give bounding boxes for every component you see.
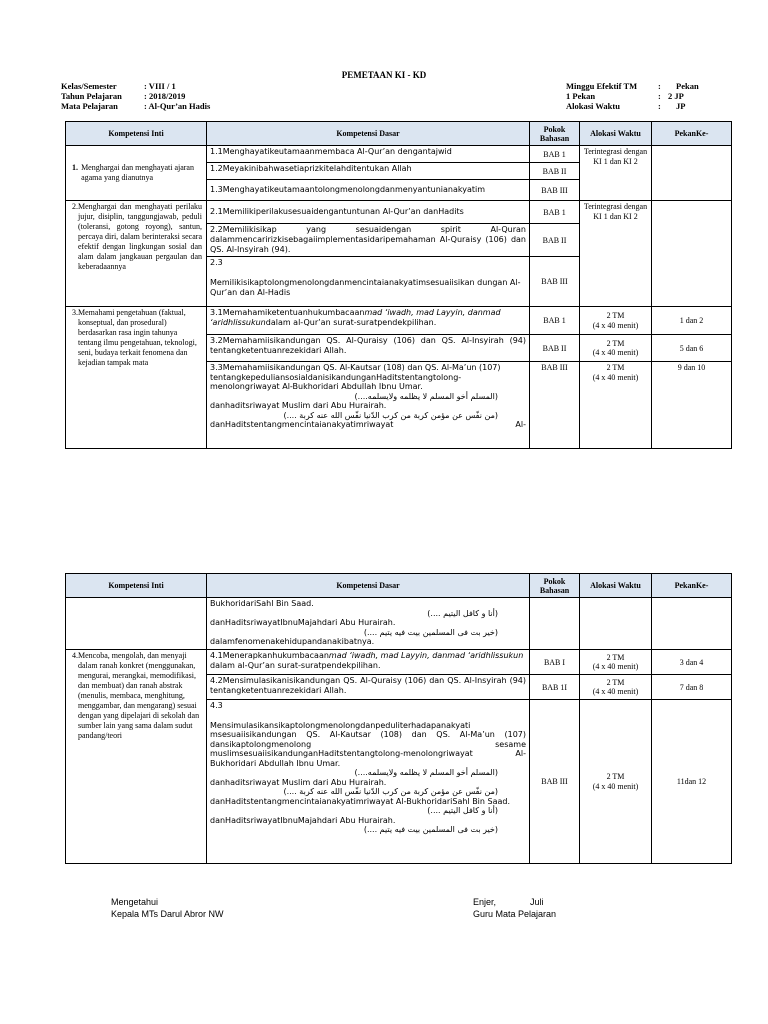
pekan-cell [652,598,732,650]
kd-cell: 1.3Menghayatikeutamaantolongmenolongdanmenyantunianakyatim [207,180,530,201]
kd-text: danHaditsriwayatIbnuMajahdari Abu Hurairah. [210,815,396,825]
kd-cell [207,257,530,307]
kd-italic: danmad ‘aridhlissukun [429,651,524,660]
kd-italic: mad ‘iwadh, mad Layyin, [364,308,466,317]
menit-value: (4 x 40 menit) [592,687,639,696]
kd-text: 4.1Menerapkanhukumbacaan [210,651,329,660]
meta-colon: : [658,91,661,101]
header-alokasi: Alokasi Waktu [580,122,652,146]
kd-text: dalamfenomenakehidupandanakibatnya. [210,637,375,646]
ki-cell [66,201,207,307]
menit-value: (4 x 40 menit) [592,781,639,791]
kd-text: dalam al-Qur’an surat-suratpendekpilihan. [265,318,437,327]
ki-number: 2. [72,202,78,211]
bab-cell [530,598,580,650]
header-pokok: Pokok Bahasan [530,122,580,146]
bab-cell: BAB II [530,163,580,180]
kd-cell [207,307,530,335]
bab-cell: BAB II [530,335,580,362]
arabic-hadith: (خير بت فى المسلمين بيت فيه يتيم ....) [363,825,498,834]
ki-number: 3. [72,308,78,317]
pekan-cell [652,146,732,201]
pekan-cell: 5 dan 6 [652,335,732,362]
kd-text: danHaditstentangmencintaianakyatimriwayat Al- [210,420,526,429]
meta-colon: : [658,81,661,91]
kd-text: dalam al-Qur’an surat-suratpendekpilihan. [210,661,381,670]
arabic-hadith: (خير بت فى المسلمين بيت فيه يتيم ....) [363,627,498,637]
mapping-table-1 [65,121,732,449]
menit-value: (4 x 40 menit) [592,372,639,382]
header-ki: Kompetensi Inti [66,122,207,146]
kd-cell: 2.1Memilikiperilakusesuaidengantuntunan Al-Qur’an danHadits [207,201,530,224]
tm-value: 2 TM [606,363,625,372]
ki-number: 1. [72,163,78,172]
arabic-hadith: (أنا و كافل اليتيم ....) [427,608,498,618]
header-alokasi: Alokasi Waktu [580,574,652,598]
table-row [66,598,732,650]
bab-cell: BAB III [530,362,580,449]
kd-cell [207,598,530,650]
arabic-hadith: (المسلم أخو المسلم لا يظلمه ولايسلمه....) [354,768,498,777]
kd-italic: mad ‘iwadh, mad Layyin, [328,651,430,660]
arabic-hadith: (أنا و كافل اليتيم ....) [427,806,498,815]
pekan-cell: 11dan 12 [652,700,732,864]
alokasi-cell: Terintegrasi dengan KI 1 dan KI 2 [580,201,652,307]
meta-label: Mata Pelajaran [61,101,118,111]
menit-value: (4 x 40 menit) [592,320,639,330]
kd-number: 2.3 [210,258,223,267]
table-header-row [66,122,732,146]
kd-text: Memilikisikaptolongmenolongdanmencintaianakyatimsesuaiisikan dungan Al-Qur’an dan Al-Hadis [210,278,521,297]
meta-colon: : [658,101,661,111]
alokasi-cell [580,598,652,650]
tm-value: 2 TM [606,677,625,687]
signature-left [111,896,224,920]
ki-text: Menghargai dan menghayati perilaku jujur, disiplin, tanggungjawab, peduli (toleransi, gotong royong), santun, percaya diri, dalam berinteraksi secara efektif dengan lingkungan sosial dan alam dalam jangkauan pergaulan dan keberadaannya [78,202,202,271]
signature-title: Kepala MTs Darul Abror NW [111,909,224,919]
ki-cell [66,650,207,864]
alokasi-cell [580,335,652,362]
bab-cell: BAB III [530,700,580,864]
kd-cell [207,362,530,449]
signature-title: Guru Mata Pelajaran [473,909,557,919]
kd-text: BukhoridariSahl Bin Saad. [210,599,314,608]
signature-place: Enjer, [473,897,497,907]
kd-italic: danmad ‘aridhlissukun [210,308,501,327]
alokasi-cell [580,307,652,335]
bab-cell: BAB 1I [530,675,580,700]
table-row [66,201,732,224]
arabic-hadith: (المسلم أخو المسلم لا يظلمه ولايسلمه....) [354,391,498,401]
meta-label: Kelas/Semester [61,81,117,91]
pekan-cell [652,201,732,307]
meta-value: Pekan [676,81,699,91]
alokasi-cell: Terintegrasi dengan KI 1 dan KI 2 [580,146,652,201]
signature-month: Juli [530,897,544,907]
alokasi-cell [580,650,652,675]
bab-cell: BAB I [530,650,580,675]
bab-cell: BAB 1 [530,146,580,163]
table-row [66,307,732,335]
ki-cell [66,598,207,650]
meta-label: Minggu Efektif TM [566,81,638,91]
page-title: PEMETAAN KI - KD [341,70,427,80]
bab-cell: BAB 1 [530,201,580,224]
kd-cell: 2.2Memilikisikap yang sesuaidengan spirit Al-Quran dalammencaririzkisebagaiimplementasidaripemahaman Al-Quraisy (106) dan QS. Al-Insyirah (94). [207,224,530,257]
ki-cell [66,307,207,449]
kd-cell: 4.2Mensimulasikanisikandungan QS. Al-Quraisy (106) dan QS. Al-Insyirah (94) tentangketentuanrezekidari Allah. [207,675,530,700]
signature-right [473,896,556,920]
menit-value: (4 x 40 menit) [592,662,639,671]
kd-text: Mensimulasikansikaptolongmenolongdanpeduliterhadapanakyati msesuaiisikandungan QS. Al-Kautsar (108) dan QS. Al-Ma’un (107) dansikaptolongmenolong sesame muslimsesuaiisikandunganHaditstentangtolong-menolongriwayat Al-Bukhoridari Abdullah Ibnu Umar. [210,720,526,768]
pekan-cell: 3 dan 4 [652,650,732,675]
ki-text: Menghargai dan menghayati ajaran agama yang dianutnya [81,163,194,182]
meta-value: : Al-Qur’an Hadis [144,101,211,111]
pekan-cell: 1 dan 2 [652,307,732,335]
meta-label: 1 Pekan [566,91,596,101]
kd-text: danHaditstentangmencintaianakyatimriwayat Al-BukhoridariSahl Bin Saad. [210,796,511,806]
arabic-hadith: (من نفّس عن مؤمن كربة من كرب الدّنيا نفّس الله عنه كربة ....) [283,410,498,420]
kd-text: danhaditsriwayat Muslim dari Abu Hurairah. [210,401,387,410]
header-kd: Kompetensi Dasar [207,574,530,598]
kd-cell [207,650,530,675]
pekan-cell: 9 dan 10 [652,362,732,449]
kd-text: tentangkepeduliansosialdanisikandunganHaditstentangtolong-menolongriwayat Al-Bukhoridari Abdullah Ibnu Umar. [210,372,462,391]
alokasi-cell [580,700,652,864]
ki-text: Mencoba, mengolah, dan menyaji dalam ranah konkret (menggunakan, mengurai, merangkai, memodifikasi, dan membuat) dan ranah abstrak (menulis, membaca, menghitung, menggambar, dan mengarang) sesuai dengan yang dipelajari di sekolah dan sumber lain yang sama dalam sudut pandang/teori [78,651,200,740]
ki-text: Memahami pengetahuan (faktual, konseptual, dan prosedural) berdasarkan rasa ingin tahunya tentang ilmu pengetahuan, teknologi, seni, budaya terkait fenomena dan kejadian tampak mata [78,308,197,367]
kd-text: danHaditsriwayatIbnuMajahdari Abu Hurairah. [210,618,396,627]
table-header-row [66,574,732,598]
tm-value: 2 TM [606,652,625,662]
table-row [66,146,732,163]
tm-value: 2 TM [606,311,625,320]
alokasi-cell [580,362,652,449]
kd-cell: 1.1Menghayatikeutamaanmembaca Al-Qur’an dengantajwid [207,146,530,163]
meta-value: JP [676,101,686,111]
meta-value: 2 JP [668,91,684,101]
ki-cell [66,146,207,201]
ki-number: 4. [72,651,78,660]
header-pokok: Pokok Bahasan [530,574,580,598]
header-pekan: PekanKe- [652,122,732,146]
left-meta [61,81,210,111]
bab-cell: BAB III [530,257,580,307]
right-meta [566,81,699,111]
meta-value: : VIII / 1 [144,81,176,91]
kd-cell: 1.2Meyakinibahwasetiaprizkitelahditentukan Allah [207,163,530,180]
header-kd: Kompetensi Dasar [207,122,530,146]
kd-text: 3.3Memahamiisikandungan QS. Al-Kautsar (108) dan QS. Al-Ma’un (107) [210,363,501,372]
kd-cell: 3.2Memahamiisikandungan QS. Al-Quraisy (106) dan QS. Al-Insyirah (94) tentangketentuanrezekidari Allah. [207,335,530,362]
pekan-cell: 7 dan 8 [652,675,732,700]
kd-text: 3.1Memahamiketentuanhukumbacaan [210,308,365,317]
signature-label: Mengetahui [111,897,159,907]
arabic-hadith: (من نفّس عن مؤمن كربة من كرب الدّنيا نفّس الله عنه كربة ....) [283,787,498,796]
meta-value: : 2018/2019 [144,91,186,101]
bab-cell: BAB III [530,180,580,201]
bab-cell: BAB 1 [530,307,580,335]
meta-label: Tahun Pelajaran [61,91,122,101]
table-row [66,650,732,675]
header-pekan: PekanKe- [652,574,732,598]
tm-value: 2 TM [606,772,625,781]
kd-number: 4.3 [210,701,223,710]
mapping-table-2 [65,573,732,864]
bab-cell: BAB II [530,224,580,257]
alokasi-cell [580,675,652,700]
kd-text: danhaditsriwayat Muslim dari Abu Hurairah. [210,777,387,787]
meta-label: Alokasi Waktu [566,101,620,111]
header-ki: Kompetensi Inti [66,574,207,598]
tm-value: 2 TM [606,338,625,348]
menit-value: (4 x 40 menit) [592,348,639,357]
kd-cell [207,700,530,864]
